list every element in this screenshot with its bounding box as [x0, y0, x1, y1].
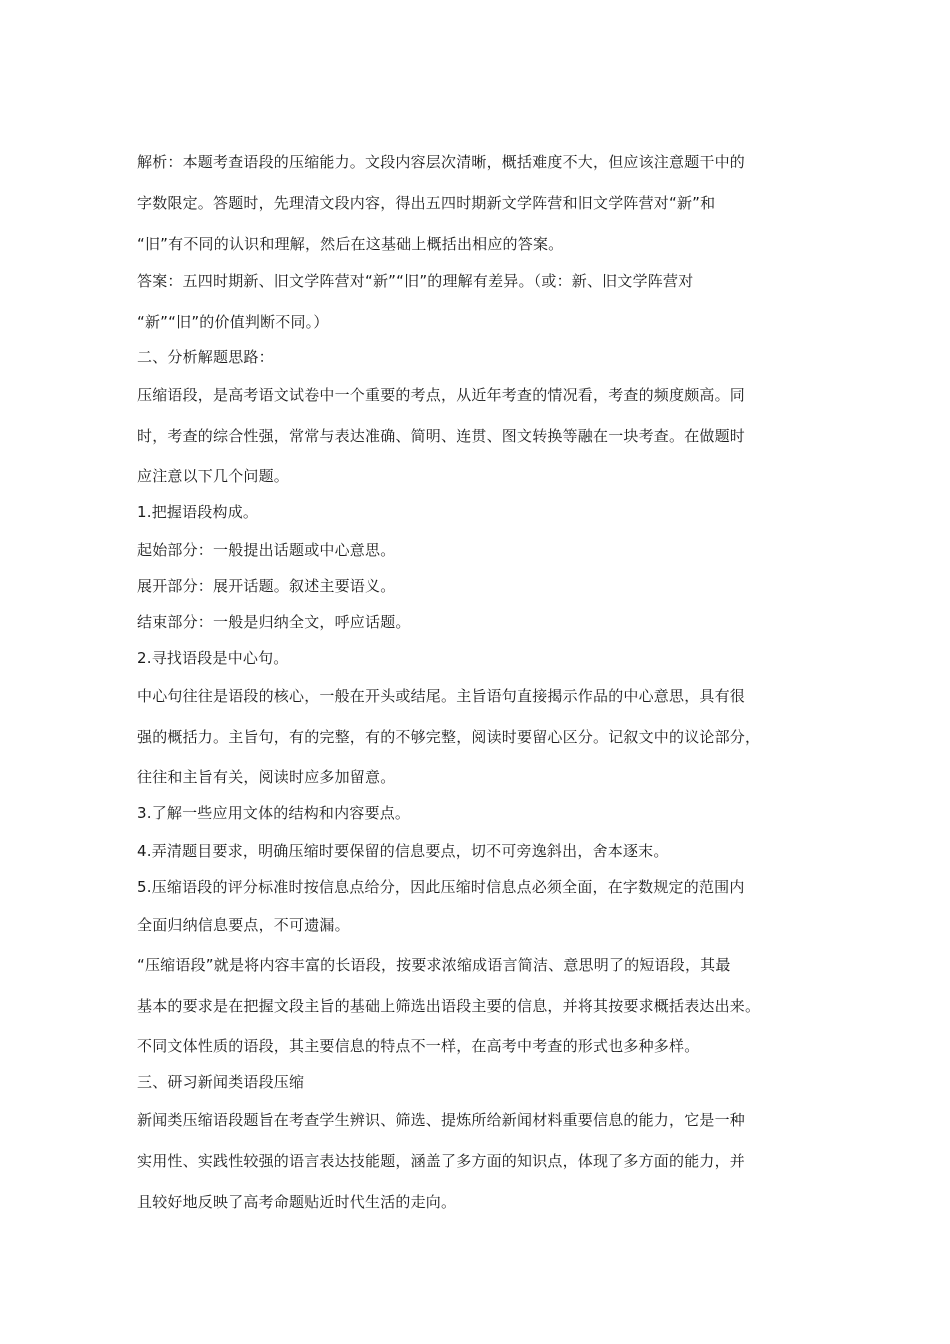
paragraph-line: 强的概括力。主旨句，有的完整，有的不够完整，阅读时要留心区分。记叙文中的议论部分， — [137, 728, 761, 746]
analysis-line-2: 字数限定。答题时，先理清文段内容，得出五四时期新文学阵营和旧文学阵营对“新”和 — [137, 194, 716, 212]
section-heading-2: 二、分析解题思路： — [137, 348, 274, 366]
list-item-4: 4.弄清题目要求，明确压缩时要保留的信息要点，切不可旁逸斜出，舍本逐末。 — [137, 842, 669, 860]
analysis-line-1: 解析：本题考查语段的压缩能力。文段内容层次清晰，概括难度不大，但应该注意题干中的 — [137, 153, 746, 171]
sub-item-start: 起始部分：一般提出话题或中心意思。 — [137, 541, 396, 559]
list-item-5: 5.压缩语段的评分标准时按信息点给分，因此压缩时信息点必须全面，在字数规定的范围内 — [137, 878, 745, 896]
sub-item-develop: 展开部分：展开话题。叙述主要语义。 — [137, 577, 396, 595]
paragraph-line: 中心句往往是语段的核心，一般在开头或结尾。主旨语句直接揭示作品的中心意思，具有很 — [137, 687, 746, 705]
sub-item-end: 结束部分：一般是归纳全文，呼应话题。 — [137, 613, 411, 631]
list-item-3: 3.了解一些应用文体的结构和内容要点。 — [137, 804, 411, 822]
paragraph-line: “压缩语段”就是将内容丰富的长语段，按要求浓缩成语言简洁、意思明了的短语段，其最 — [137, 956, 731, 974]
paragraph-line: 基本的要求是在把握文段主旨的基础上筛选出语段主要的信息，并将其按要求概括表达出来。 — [137, 997, 761, 1015]
list-item-1: 1.把握语段构成。 — [137, 503, 259, 521]
paragraph-line: 不同文体性质的语段，其主要信息的特点不一样，在高考中考查的形式也多种多样。 — [137, 1037, 700, 1055]
paragraph-line: 压缩语段，是高考语文试卷中一个重要的考点，从近年考查的情况看，考查的频度颇高。同 — [137, 386, 746, 404]
section-heading-3: 三、研习新闻类语段压缩 — [137, 1073, 305, 1091]
paragraph-line: 新闻类压缩语段题旨在考查学生辨识、筛选、提炼所给新闻材料重要信息的能力，它是一种 — [137, 1111, 746, 1129]
paragraph-line: 时，考查的综合性强，常常与表达准确、简明、连贯、图文转换等融在一块考查。在做题时 — [137, 427, 746, 445]
paragraph-line: 且较好地反映了高考命题贴近时代生活的走向。 — [137, 1193, 457, 1211]
list-item-2: 2.寻找语段是中心句。 — [137, 649, 289, 667]
list-item-5-cont: 全面归纳信息要点，不可遗漏。 — [137, 916, 350, 934]
paragraph-line: 往往和主旨有关，阅读时应多加留意。 — [137, 768, 396, 786]
answer-line-2: “新”“旧”的价值判断不同。） — [137, 313, 329, 331]
paragraph-line: 应注意以下几个问题。 — [137, 467, 290, 485]
answer-line-1: 答案：五四时期新、旧文学阵营对“新”“旧”的理解有差异。（或：新、旧文学阵营对 — [137, 272, 694, 290]
analysis-line-3: “旧”有不同的认识和理解，然后在这基础上概括出相应的答案。 — [137, 235, 564, 253]
paragraph-line: 实用性、实践性较强的语言表达技能题，涵盖了多方面的知识点，体现了多方面的能力，并 — [137, 1152, 746, 1170]
